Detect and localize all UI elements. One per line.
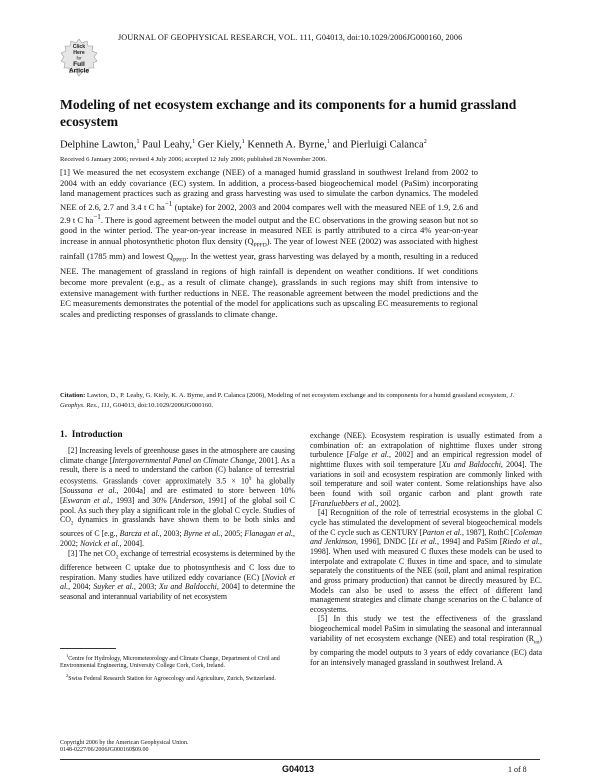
- badge-line-5: Article: [69, 67, 89, 75]
- reference-link[interactable]: Novick et al.: [79, 539, 120, 549]
- citation: [60, 391, 540, 410]
- footnote: [60, 672, 295, 683]
- text: ) by comparing the model outputs to 3 years of eddy covariance (EC) data for an intensively managed grassland in southwest Ireland. A: [310, 633, 542, 667]
- section-number: 1.: [60, 430, 68, 440]
- author-affiliation: 1: [136, 139, 140, 145]
- reference-link[interactable]: Intergovernmental Panel on Climate Change: [112, 455, 255, 465]
- journal-header: JOURNAL OF GEOPHYSICAL RESEARCH, VOL. 111, G04013, doi:10.1029/2006JG000160, 2006: [118, 33, 463, 42]
- article-id: G04013: [282, 764, 315, 774]
- text: The net CO: [77, 548, 116, 558]
- text-sub: 2: [70, 521, 74, 527]
- abstract-sup: −1: [93, 213, 101, 222]
- paragraph-marker: [4]: [318, 508, 328, 518]
- reference-link[interactable]: Soussana et al.: [62, 486, 117, 496]
- footnote-divider: [60, 648, 116, 649]
- paragraph: [310, 614, 542, 667]
- reference-link[interactable]: Anderson: [172, 495, 203, 505]
- text: , 2002] and an empirical regression model of nighttime fluxes with soil temperature [: [310, 450, 542, 469]
- reference-link[interactable]: Falge et al.: [349, 450, 389, 460]
- text: , 1998]. When used with measured C fluxes these models can be used to interpolate and extrapolate C fluxes in time and space, and to simulate separately the constituents of the NEE (soil, plant and animal respiration and gross primary production) that cannot be directly measured by EC. Models can also be used to assess the effect of different land management strategies and climate change scenarios on the C balance of ecosystems.: [310, 537, 542, 614]
- citation-journal: J. Geophys. Res., 111,: [60, 392, 515, 409]
- reference-link[interactable]: Xu and Baldocchi: [159, 582, 217, 592]
- author-name: and Pierluigi Calanca: [332, 139, 424, 151]
- section-heading: [60, 430, 123, 440]
- footnote-text: Swiss Federal Research Station for Agroecology and Agriculture, Zurich, Switzerland.: [68, 675, 276, 682]
- reference-link[interactable]: Suyker et al.: [93, 582, 134, 592]
- paragraph-marker: [2]: [68, 446, 78, 455]
- footnote-mark: 2: [66, 672, 69, 678]
- copyright-line: 0148-0227/06/2006JG000160$09.00: [60, 747, 149, 754]
- reference-link[interactable]: Eswaran et al.: [62, 495, 111, 505]
- text: dynamics in grasslands have shown them to be both sinks and sources of C [e.g.,: [60, 515, 295, 539]
- text: , 2004].: [119, 539, 144, 549]
- reference-link[interactable]: Xu and Baldocchi: [441, 459, 501, 469]
- abstract: [60, 167, 478, 319]
- author-affiliation: 1: [192, 139, 196, 145]
- reference-link[interactable]: Franzluebbers et al.: [312, 498, 377, 508]
- text: , 2002].: [376, 498, 401, 508]
- abstract-sup: −1: [164, 199, 173, 208]
- author-affiliation: 2: [423, 139, 427, 145]
- reference-link[interactable]: Novick et al.: [60, 572, 295, 592]
- paragraph: [310, 508, 542, 614]
- text: ha globally [: [60, 476, 295, 496]
- author-name: Ger Kiely,: [197, 139, 242, 151]
- text-sub: 2: [115, 555, 119, 561]
- author-affiliation: 1: [241, 139, 245, 145]
- author-name: Kenneth A. Byrne,: [247, 139, 327, 151]
- badge-line-3: for: [76, 55, 82, 61]
- paper-title: Modeling of net ecosystem exchange and its components for a humid grassland ecosystem: [60, 97, 517, 129]
- abstract-sub: PPFD: [173, 257, 187, 264]
- citation-label: Citation:: [60, 392, 86, 399]
- paragraph-marker: [3]: [68, 548, 78, 558]
- footnote-text: Centre for Hydrology, Micrometeorology and Climate Change, Department of Civil and Environmental Engineering, University College Cork, Cork, Ireland.: [60, 656, 280, 670]
- text: , 1987], RothC [: [461, 527, 514, 537]
- reference-link[interactable]: Barcza et al.: [119, 529, 160, 539]
- text: , 1996], DNDC [: [356, 537, 412, 547]
- paragraph: [60, 446, 295, 549]
- footnote-mark: 1: [66, 653, 69, 658]
- text-sup: 9: [248, 476, 252, 482]
- reference-link[interactable]: Byrne et al.: [183, 529, 221, 539]
- text: , 1994] and PaSim [: [436, 537, 503, 547]
- text: , 2004]. The variations in soil and ecosystem respiration are commonly linked with soil temperature and soil water content. Some relationships have also been found with soil organic carbon and plant growth rate [: [310, 459, 542, 508]
- author-name: Paul Leahy,: [142, 139, 193, 151]
- text: Recognition of the role of terrestrial ecosystems in the global C cycle has stimulated the development of several biogeochemical models of the C cycle such as CENTURY [: [310, 508, 542, 537]
- text: , 1991] of the global soil C pool. As such they play a significant role in the global C cycle. Studies of CO: [60, 495, 295, 525]
- abstract-text: . In the wettest year, grass harvesting was delayed by a month, resulting in a reduced NEE. The management of grassland in regions of high rainfall is dependent on weather conditions. If wet conditions become more prevalent (e.g., as a result of climate change), grasslands in such regions may shift from intensive to extensive management with further reductions in NEE. The reasonable agreement between the model predictions and the EC measurements demonstrates the potential of the model for applications such as upscaling EC measurements to regional scales and predicting responses of grasslands to climate change.: [60, 251, 478, 319]
- badge-line-2: Here: [73, 50, 85, 56]
- footnotes: [60, 652, 295, 684]
- abstract-text: ). The year of lowest NEE (2002) was associated with highest rainfall (1785 mm) and lowest Q: [60, 235, 478, 262]
- text: exchange of terrestrial ecosystems is determined by the difference between C uptake due to photosynthesis and C loss due to respiration. Many studies have utilized eddy covariance (EC) [: [60, 548, 295, 582]
- citation-text: Lawton, D., P. Leahy, G. Kiely, K. A. Byrne, and P. Calanca (2006), Modeling of net ecosystem exchange and its components for a humid grassland ecosystem,: [85, 392, 510, 399]
- text: , 2004;: [68, 582, 94, 592]
- paragraph-marker: [1]: [60, 167, 70, 177]
- citation-doi[interactable]: G04013, doi:10.1029/2006JG000160.: [111, 401, 214, 409]
- section-title: Introduction: [71, 430, 123, 440]
- reference-link[interactable]: Flanagan et al.: [244, 529, 293, 539]
- right-column: [310, 431, 542, 667]
- text: , 1993] and 30% [: [110, 495, 173, 505]
- text: exchange (NEE). Ecosystem respiration is usually estimated from a combination of: an extrapolation of nighttime fluxes under strong turbulence [: [310, 431, 542, 460]
- reference-link[interactable]: Parton et al.: [422, 527, 462, 537]
- reference-link[interactable]: Coleman and Jenkinson: [310, 527, 542, 547]
- text: , 2004a] and are estimated to store between 10% [: [60, 486, 295, 505]
- text: In this study we test the effectiveness of the grassland biogeochemical model PaSim in simulating the seasonal and interannual variability of net ecosystem exchange (NEE) and total respiration (R: [310, 614, 542, 643]
- text: Increasing levels of greenhouse gases in the atmosphere are causing climate change [: [60, 446, 295, 465]
- badge-line-1: Click: [72, 44, 86, 50]
- author-list: [60, 136, 530, 152]
- text: , 2005;: [220, 529, 245, 539]
- abstract-text: We measured the net ecosystem exchange (NEE) of a managed humid grassland in southwest Ireland from 2002 to 2004 with an eddy covariance (EC) system. In addition, a process-based biogeochemical model (PaSim) incorporating land management practices such as grazing and grass harvesting was used to simulate the carbon dynamics. The modeled NEE of 2.6, 2.7 and 3.4 t C ha: [60, 167, 478, 212]
- text: , 2003;: [159, 529, 184, 539]
- paragraph-marker: [5]: [318, 614, 328, 624]
- publication-dates: Received 6 January 2006; revised 4 July 2006; accepted 12 July 2006; published 28 November 2006.: [60, 156, 327, 163]
- footnote: [60, 652, 295, 671]
- author-name: Delphine Lawton,: [60, 139, 137, 151]
- abstract-text: (uptake) for 2002, 2003 and 2004 compares well with the measured NEE of 1.9, 2.6 and 2.9 t C ha: [60, 201, 478, 225]
- reference-link[interactable]: Li et al.: [411, 537, 437, 547]
- text-sub: tot: [534, 640, 540, 646]
- paragraph: [310, 431, 542, 508]
- badge-line-4: Full: [73, 61, 85, 68]
- reference-link[interactable]: Riedo et al.: [502, 537, 541, 547]
- footer-divider: [60, 759, 540, 760]
- abstract-sub: PPFD: [253, 242, 267, 249]
- text: , 2003;: [133, 582, 159, 592]
- paragraph: [60, 549, 295, 602]
- text: , 2001]. As a result, there is a need to understand the carbon (C) balance of terrestrial ecosystems. Grasslands cover approximately 3.5 × 10: [60, 455, 296, 486]
- left-column: [60, 446, 295, 602]
- copyright-line: Copyright 2006 by the American Geophysical Union.: [60, 740, 189, 746]
- full-article-badge[interactable]: [60, 38, 98, 78]
- text: , 2002;: [60, 529, 295, 549]
- copyright: [60, 740, 295, 755]
- page-number: 1 of 8: [508, 765, 527, 774]
- text: , 2004] to determine the seasonal and interannual variability of net ecosystem: [60, 582, 295, 601]
- abstract-text: . There is good agreement between the model output and the EC observations in the growing season but not so good in the winter period. The year-on-year increase in measured NEE is partly attributed to a circa 4% year-on-year increase in annual photosynthetic photon flux density (Q: [60, 214, 478, 246]
- author-affiliation: 1: [326, 139, 330, 145]
